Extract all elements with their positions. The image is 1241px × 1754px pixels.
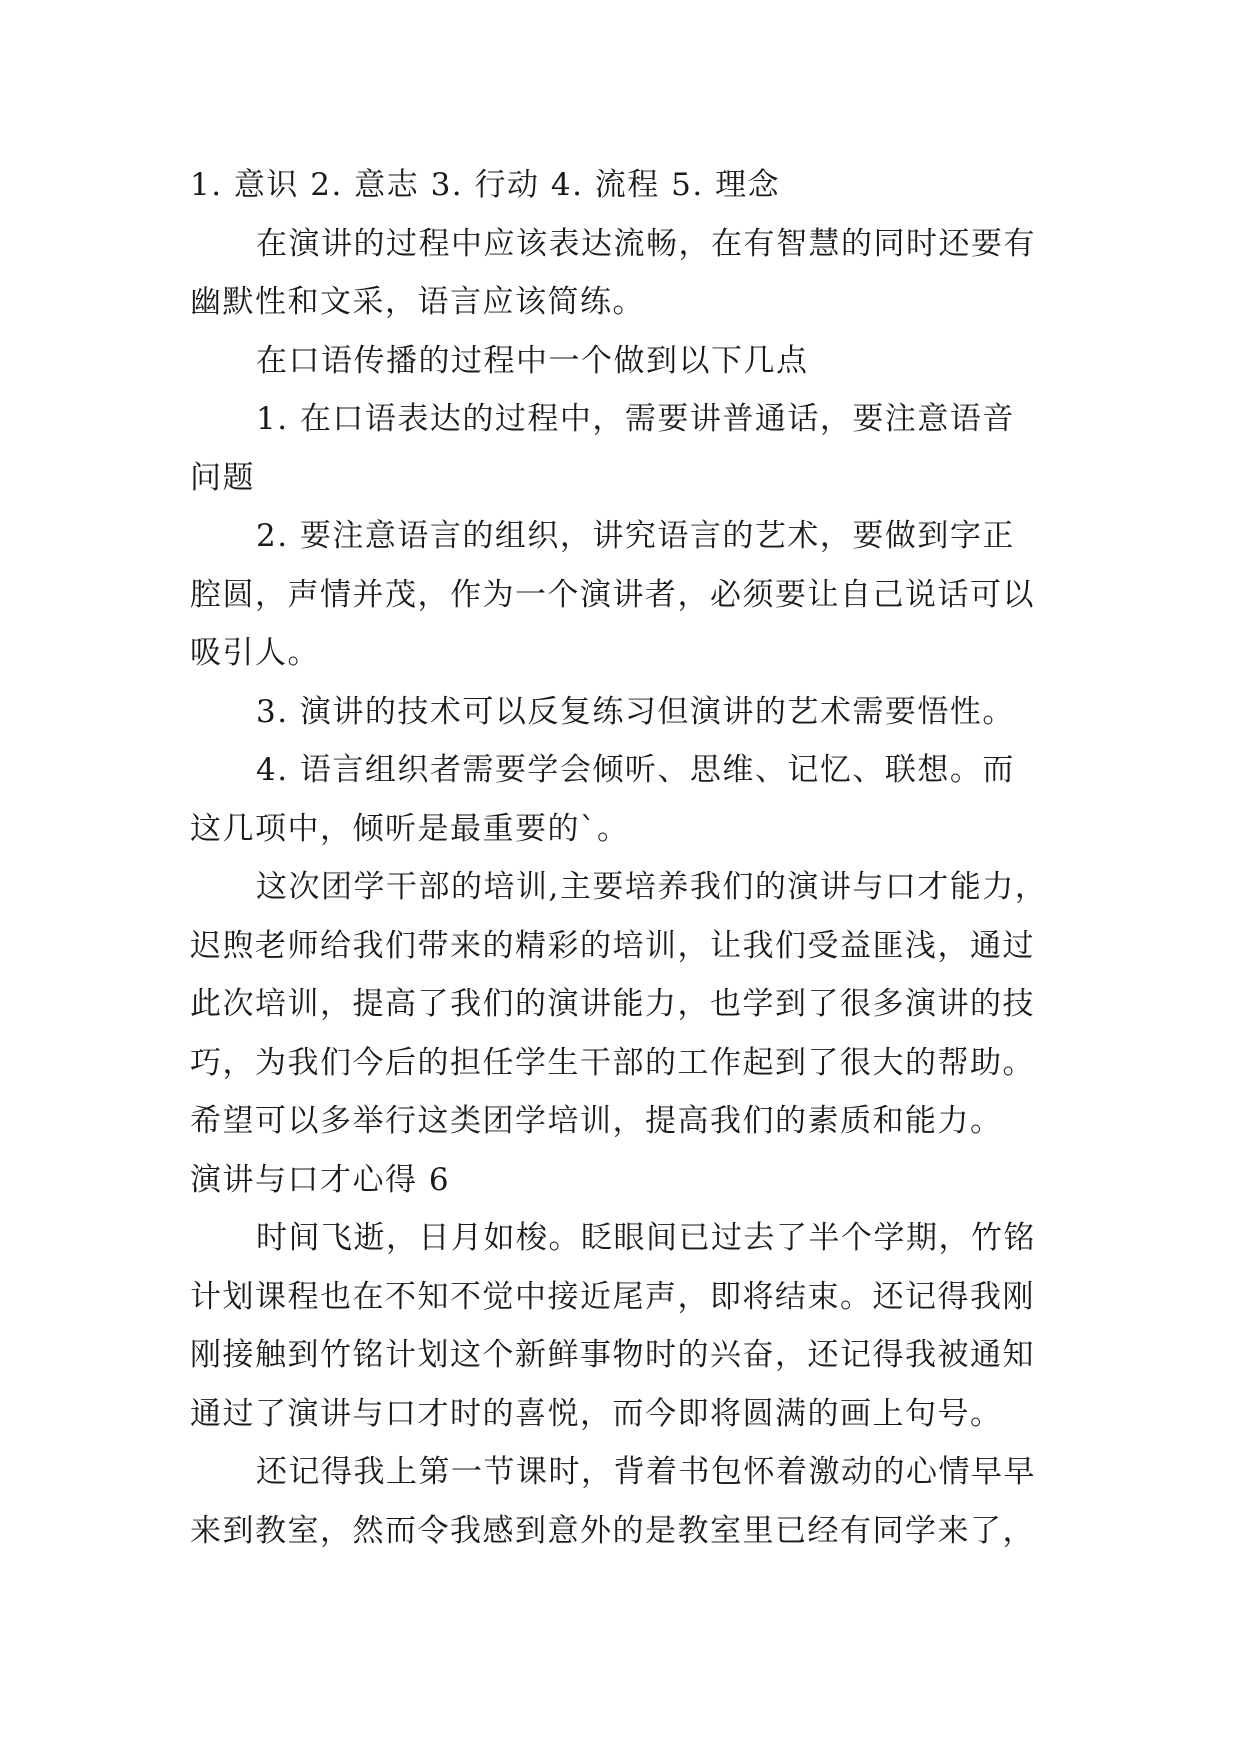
paragraph-line: 幽默性和文采，语言应该简练。 xyxy=(190,284,645,320)
paragraph-line: 巧，为我们今后的担任学生干部的工作起到了很大的帮助。 xyxy=(190,1044,1035,1081)
list-item-2-cont: 腔圆，声情并茂，作为一个演讲者，必须要让自己说话可以 xyxy=(190,576,1035,613)
list-item-2-cont: 吸引人。 xyxy=(190,635,320,671)
section-heading: 演讲与口才心得 6 xyxy=(190,1161,451,1198)
paragraph-line: 在演讲的过程中应该表达流畅，在有智慧的同时还要有 xyxy=(256,225,1036,262)
list-item-1-cont: 问题 xyxy=(190,459,255,496)
paragraph-line: 计划课程也在不知不觉中接近尾声，即将结束。还记得我刚 xyxy=(190,1278,1035,1315)
list-item-3: 3. 演讲的技术可以反复练习但演讲的艺术需要悟性。 xyxy=(256,693,1015,730)
list-item-1: 1. 在口语表达的过程中，需要讲普通话，要注意语音 xyxy=(256,401,1015,437)
paragraph-line: 通过了演讲与口才时的喜悦，而今即将圆满的画上句号。 xyxy=(190,1395,1003,1432)
paragraph-line: 此次培训，提高了我们的演讲能力，也学到了很多演讲的技 xyxy=(190,986,1035,1022)
list-item-4: 4. 语言组织者需要学会倾听、思维、记忆、联想。而 xyxy=(256,752,1015,788)
list-item-4-cont: 这几项中，倾听是最重要的`。 xyxy=(190,810,630,847)
paragraph-line: 在口语传播的过程中一个做到以下几点 xyxy=(256,342,809,379)
list-line-concepts: 1. 意识 2. 意志 3. 行动 4. 流程 5. 理念 xyxy=(190,167,781,203)
paragraph-line: 还记得我上第一节课时，背着书包怀着激动的心情早早 xyxy=(256,1454,1036,1490)
paragraph-line: 这次团学干部的培训,主要培养我们的演讲与口才能力， xyxy=(256,869,1048,905)
document-body xyxy=(190,156,1070,1560)
list-item-2: 2. 要注意语言的组织，讲究语言的艺术，要做到字正 xyxy=(256,518,1015,554)
paragraph-line: 时间飞逝，日月如梭。眨眼间已过去了半个学期，竹铭 xyxy=(256,1220,1036,1256)
paragraph-line: 迟煦老师给我们带来的精彩的培训，让我们受益匪浅，通过 xyxy=(190,927,1035,964)
paragraph-line: 来到教室，然而令我感到意外的是教室里已经有同学来了， xyxy=(190,1512,1035,1549)
paragraph-line: 刚接触到竹铭计划这个新鲜事物时的兴奋，还记得我被通知 xyxy=(190,1337,1035,1373)
paragraph-line: 希望可以多举行这类团学培训，提高我们的素质和能力。 xyxy=(190,1103,1003,1139)
